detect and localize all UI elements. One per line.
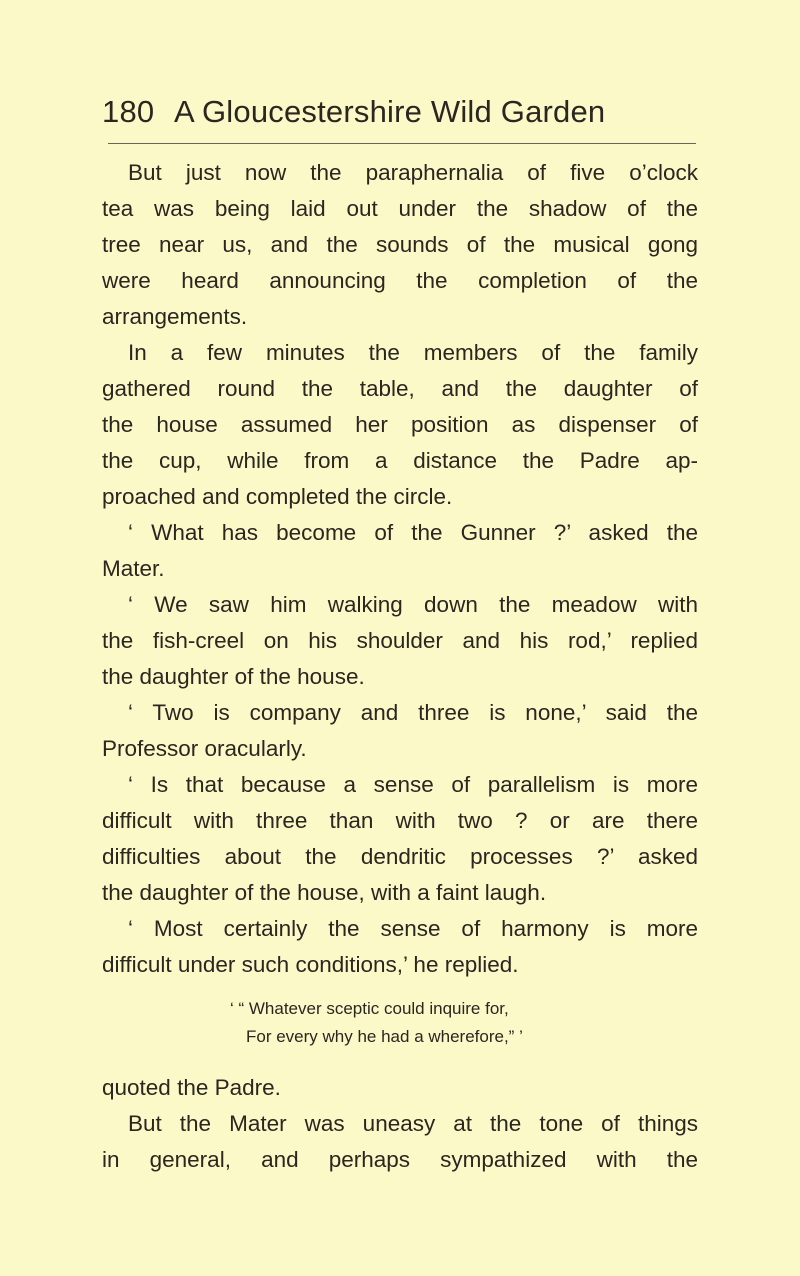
page-number: 180: [102, 94, 155, 129]
verse-line: ‘ “ Whatever sceptic could inquire for,: [230, 999, 509, 1018]
text-line: ‘ Is that because a sense of parallelism is more: [128, 772, 698, 797]
text-line: In a few minutes the members of the family: [128, 340, 698, 365]
text-line: tree near us, and the sounds of the musical gong: [102, 232, 698, 257]
text-line: ‘ We saw him walking down the meadow with: [128, 592, 698, 617]
text-line: ‘ Most certainly the sense of harmony is more: [128, 916, 698, 941]
text-line: But just now the paraphernalia of five o’clock: [128, 160, 698, 185]
text-line: ‘ What has become of the Gunner ?’ asked the: [128, 520, 698, 545]
text-line: the house assumed her position as dispenser of: [102, 412, 698, 437]
text-line: difficult with three than with two ? or are there: [102, 808, 698, 833]
text-line: were heard announcing the completion of the: [102, 268, 698, 293]
text-line: gathered round the table, and the daughter of: [102, 376, 698, 401]
text-line: arrangements.: [102, 304, 248, 329]
text-line: difficult under such conditions,’ he replied.: [102, 952, 519, 977]
text-line: quoted the Padre.: [102, 1075, 281, 1100]
text-line: difficulties about the dendritic processes ?’ asked: [102, 844, 698, 869]
text-line: But the Mater was uneasy at the tone of things: [128, 1111, 698, 1136]
text-line: Mater.: [102, 556, 165, 581]
running-head: [102, 88, 698, 136]
text-line: the daughter of the house, with a faint laugh.: [102, 880, 547, 905]
text-line: the daughter of the house.: [102, 664, 365, 689]
text-line: tea was being laid out under the shadow of the: [102, 196, 698, 221]
text-line: the cup, while from a distance the Padre ap-: [102, 448, 698, 473]
header-rule: [108, 143, 696, 144]
text-line: Professor oracularly.: [102, 736, 307, 761]
text-line: the fish-creel on his shoulder and his rod,’ replied: [102, 628, 698, 653]
text-line: proached and completed the circle.: [102, 484, 453, 509]
running-title: A Gloucestershire Wild Garden: [174, 94, 606, 129]
text-line: ‘ Two is company and three is none,’ said the: [128, 700, 698, 725]
text-line: in general, and perhaps sympathized with the: [102, 1147, 698, 1172]
verse-line: For every why he had a wherefore,” ’: [246, 1027, 523, 1046]
